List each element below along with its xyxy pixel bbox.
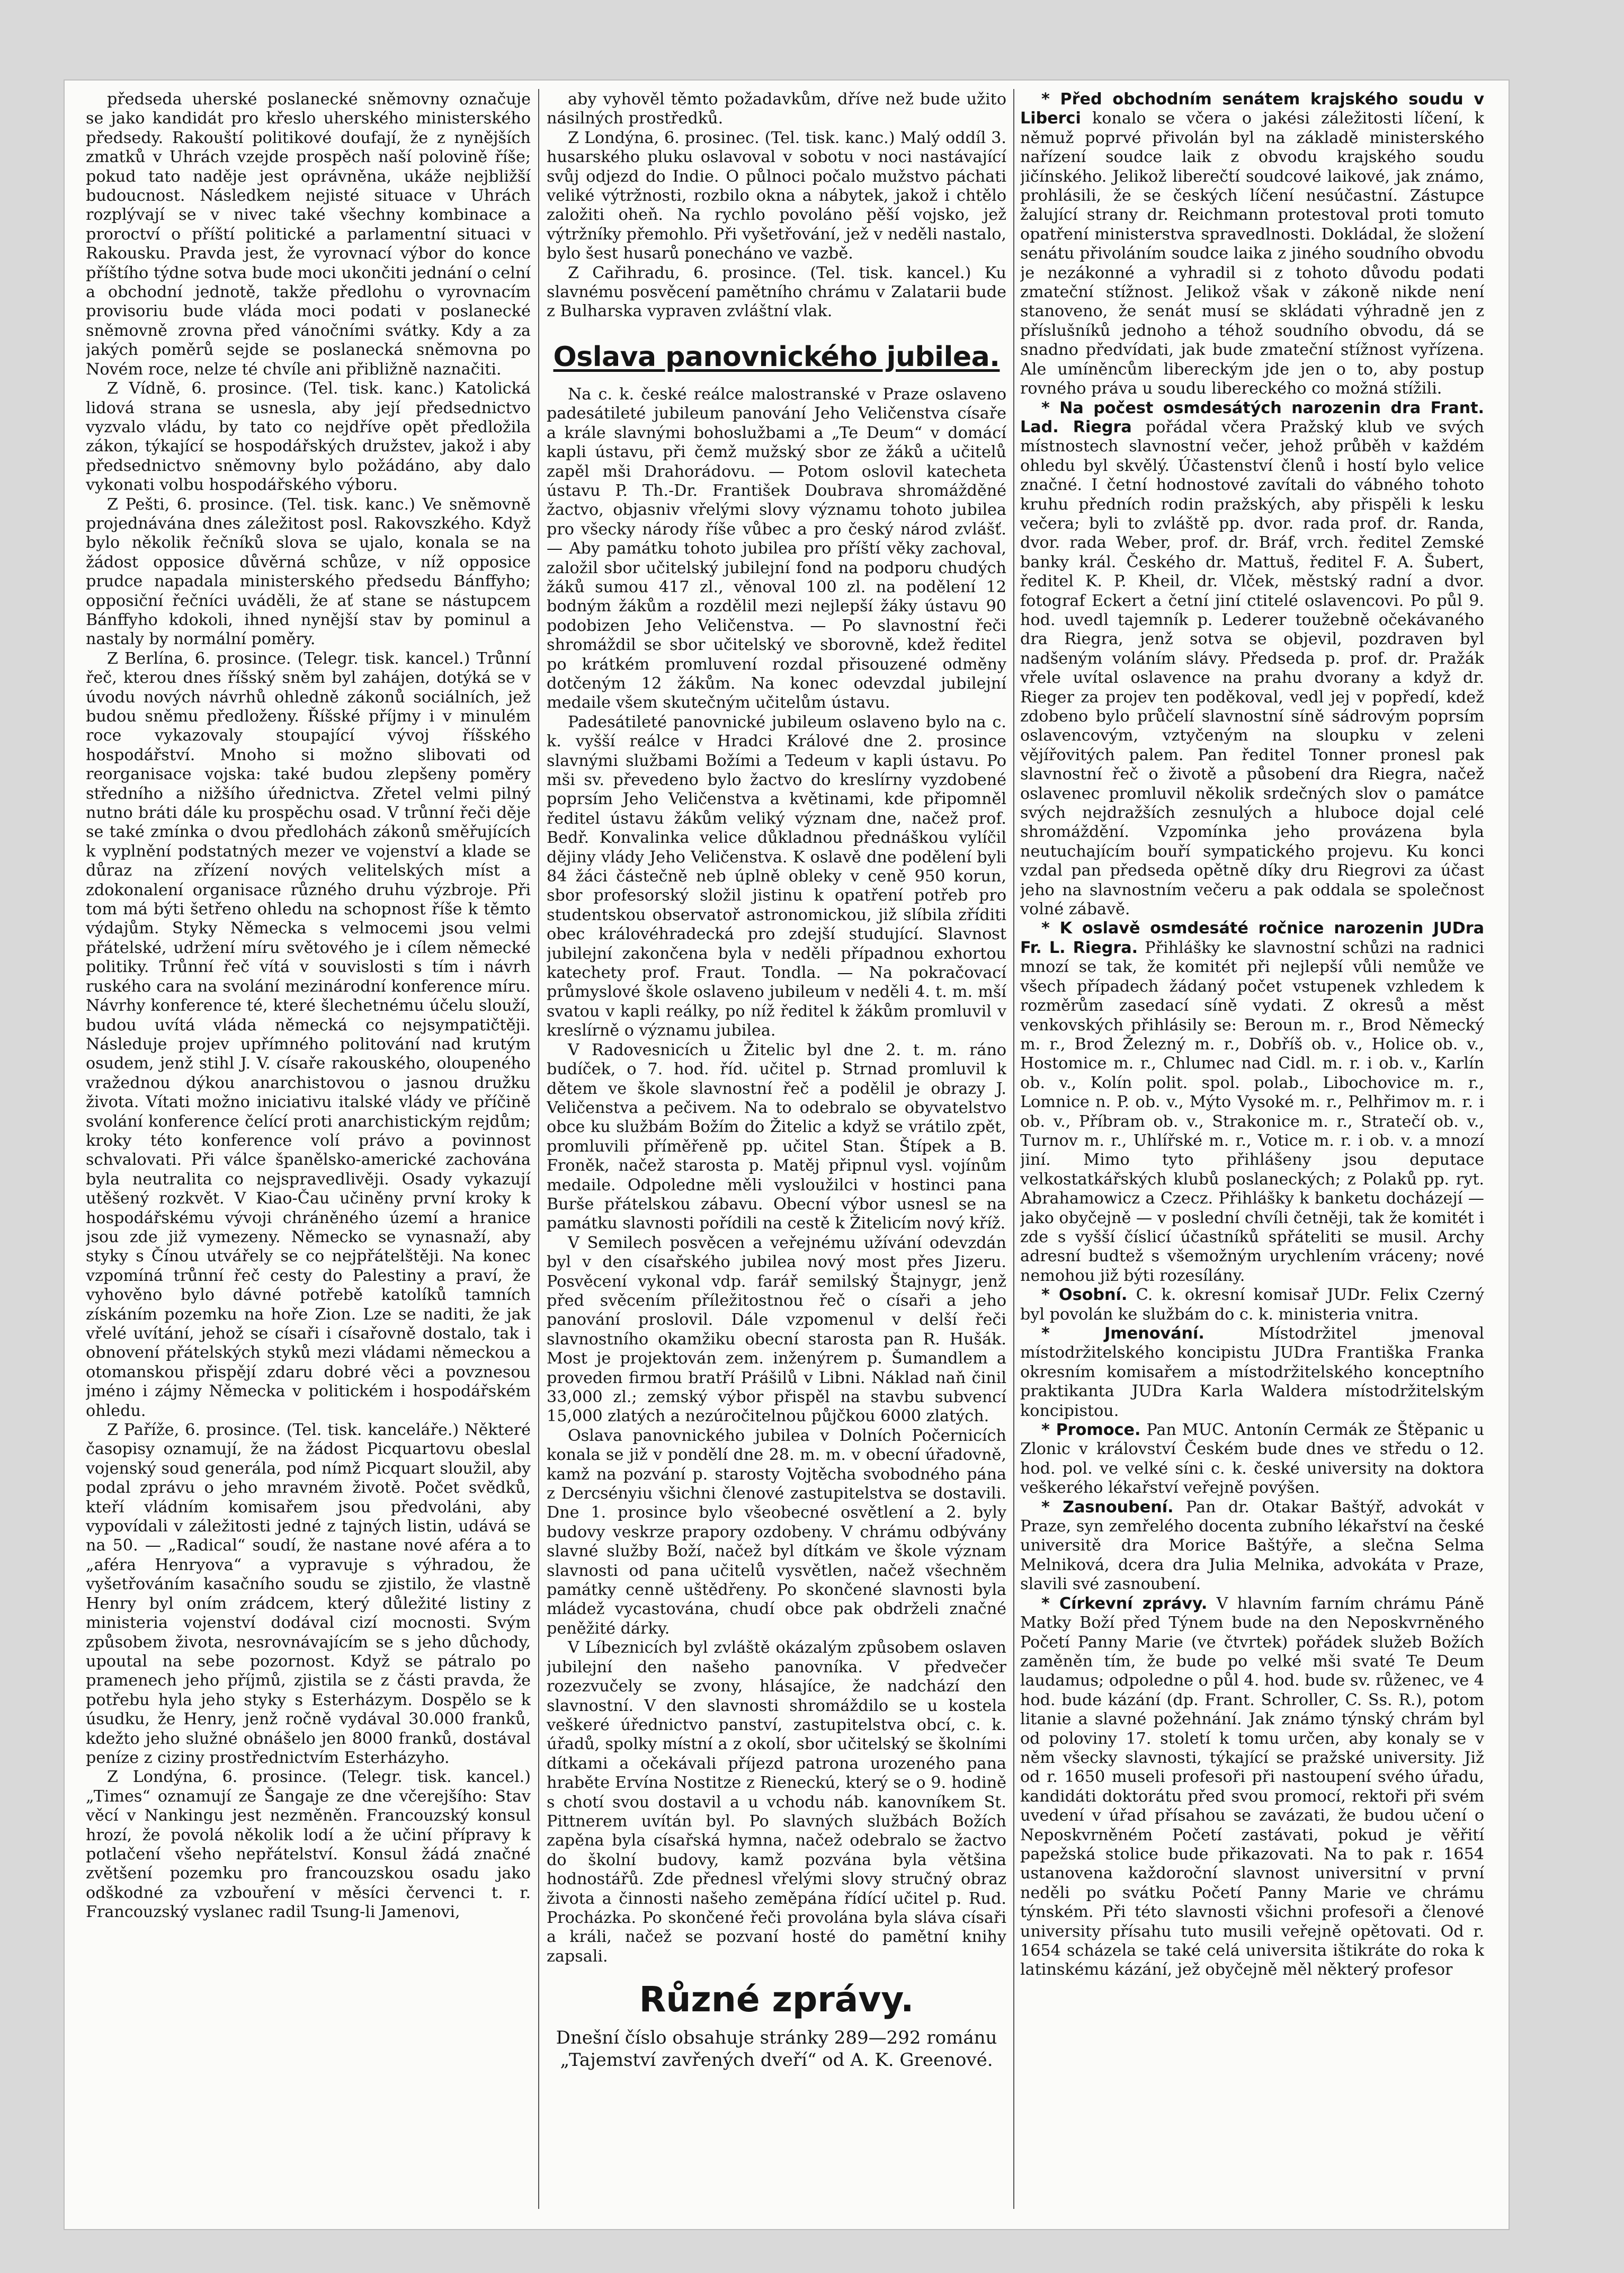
- news-item-text: Pan dr. Otakar Baštýř, advokát v Praze, syn zemřelého docenta zubního lékařství na české universitě dra Morice Baštýře, a slečna Selma Melniková, dcera dra Julia Melnika, advokáta v Praze, slavili své zasnoubení.: [1020, 1497, 1484, 1594]
- paragraph: V Semilech posvěcen a veřejnému užívání odevzdán byl v den císařského jubilea nový most přes Jizeru. Posvěcení vykonal vdp. farář semilský Štajnygr, jenž před svěcením příležitostnou řeč o císaři a jeho panování proslovil. Dále vzpomenul v delší řeči slavnostního okamžiku obecní starosta pan R. Hušák. Most je projektován zem. inženýrem p. Šumandlem a proveden firmou bratří Prášilů v Libni. Náklad naň činil 33,000 zl.; zemský výbor přispěl na stavbu subvencí 15,000 zlatých a nezúročitelnou půjčkou 6000 zlatých.: [547, 1233, 1006, 1426]
- paragraph: V Líbeznicích byl zvláště okázalým způsobem oslaven jubilejní den našeho panovníka. V předvečer rozezvučely se zvony, hlásajíce, že nadchází den slavnostní. V den slavnosti shromáždilo se u kostela veškeré úřednictvo panství, zastupitelstva obcí, c. k. úřadů, spolky místní a z okolí, sbor učitelský se školními dítkami a očekávali příjezd patrona urozeného pana hraběte Ervína Nostitze z Rieneckú, který se o 9. hodině s chotí svou dostavil a u vchodu náb. kanovníkem St. Pittnerem uvítán byl. Po slavných službách Božích zapěna byla císařská hymna, načež odebralo se žactvo do školní budovy, kamž pozvána byla většina hodnostářů. Zde přednesl vřelými slovy stručný obraz života a činnosti našeho zeměpána řídící učitel p. Rud. Procházka. Po skončené řeči provolána byla sláva císaři a králi, načež se pozvaní hosté do pamětní knihy zapsali.: [547, 1638, 1006, 1966]
- news-item-text: konalo se včera o jakési záležitosti líčení, k němuž poprvé přivolán byl na základě ministerského nařízení soudce laik z obvodu krajského soudu jičínského. Jelikož liberečtí soudcové laikové, jak známo, prohlásili, že se českých líčení nesúčastní. Zástupce žalující strany dr. Reichmann protestoval proti tomuto opatření ministerstva spravedlnosti. Dokládal, že složení senátu přivoláním soudce laika z jiného soudního obvodu je nezákonné a vyhradil si z tohoto důvodu podati zmateční stížnost. Jelikož však v zákoně nikde není stanoveno, že senát musí se skládati výhradně jen z příslušníků jednoho a téhož soudního obvodu, dá se snadno předvídati, jak bude zmateční stížnost vyřízena. Ale umíněncům libereckým jde jen o to, aby postup rovného práva u soudu libereckého co možná stížili.: [1020, 109, 1484, 398]
- news-item-lead: * Promoce.: [1041, 1421, 1141, 1440]
- news-item: [1020, 919, 1484, 1286]
- news-item-lead: * Osobní.: [1041, 1286, 1128, 1305]
- middle-column: [547, 90, 1006, 2214]
- paragraph: V Radovesnicích u Žitelic byl dne 2. t. m. ráno budíček, o 7. hod. říd. učitel p. Strnad promluvil k dětem ve škole slavnostní řeč a podělil je obrazy J. Veličenstva a pečivem. Na to odebralo se obyvatelstvo obce ku službám Božím do Žitelic a když se vrátilo zpět, promluvili příměřeně pp. učitel Stan. Štípek a B. Froněk, načež starosta p. Matěj připnul vysl. vojínům medaile. Odpoledne měli vysloužilci v hostinci pana Burše přátelskou zábavu. Obecní výbor usnesl se na památku slavnosti pořídili na cestě k Žitelicím nový kříž.: [547, 1040, 1006, 1233]
- paragraph: aby vyhověl těmto požadavkům, dříve než bude užito násilných prostředků.: [547, 90, 1006, 128]
- section-heading-news: Různé zprávy.: [639, 1979, 914, 2020]
- paragraph: Z Londýna, 6. prosince. (Telegr. tisk. kancel.) „Times“ oznamují ze Šangaje ze dne včerejšího: Stav věcí v Nankingu jest nezměněn. Francouzský konsul hrozí, že povolá několik lodí a že učiní přípravy k potlačení všeho nepřátelství. Konsul žádá značné zvětšení pozemku pro francouzskou osadu jako odškodné za vzbouření v měsíci červenci t. r. Francouzský vyslanec radil Tsung-li Jamenovi,: [86, 1768, 531, 1922]
- supplement-note: Dnešní číslo obsahuje stránky 289—292 románu „Tajemství zavřených dveří“ od A. K. Greenové.: [556, 2027, 997, 2071]
- news-item: [1020, 1286, 1484, 1324]
- paragraph: Oslava panovnického jubilea v Dolních Počernicích konala se již v pondělí dne 28. m. m. v obecní úřadovně, kamž na pozvání p. starosty Vojtěcha svobodného pána z Dercsényiu všichni členové zastupitelstva se dostavili. Dne 1. prosince bylo všeobecné osvětlení a 2. byly budovy veskrze prapory ozdobeny. V chrámu odbývány slavné služby Boží, načež byl dítkám ve škole význam slavnosti od pana učitelů vysvětlen, načež všechněm památky cenně uštědřeny. Po skončené slavnosti byla mládež vycastována, chudí obce pak obdrželi značné peněžité dárky.: [547, 1426, 1006, 1638]
- news-item-text: Přihlášky ke slavnostní schůzi na radnici mnozí se tak, že komitét při nejlepší vůli nemůže ve všech případech žádaný počet vstupenek vzhledem k rozměrům zasedací síně vydati. Z okresů a měst venkovských přihlásily se: Beroun m. r., Brod Německý m. r., Brod Železný m. r., Dobříš ob. v., Holice ob. v., Hostomice m. r., Chlumec nad Cidl. m. r. i ob. v., Karlín ob. v., Kolín polit. spol. polab., Libochovice m. r., Lomnice n. P. ob. v., Mýto Vysoké m. r., Pelhřimov m. r. i ob. v., Příbram ob. v., Strakonice m. r., Stratečí ob. v., Turnov m. r., Uhlířské m. r., Votice m. r. i ob. v. a mnozí jiní. Mimo tyto přihlášeny jsou deputace velkostatkářských klubů poslaneckých; z Polaků pp. ryt. Abrahamowicz a Czecz. Přihlášky k banketu docházejí — jako obyčejně — v poslední chvíli četněji, tak že komitét i zde s vyšší číslicí účastníků spřáteliti se musil. Archy adresní budtež s všemožným urychlením vráceny; nové nemohou již býti rozesílány.: [1020, 938, 1484, 1285]
- news-item-text: Místodržitel jmenoval místodržitelského koncipistu JUDra Františka Franka okresním komisařem a místodržitelského konceptního praktikanta JUDra Karla Waldera místodržitelským koncipistou.: [1020, 1324, 1484, 1420]
- news-item: [1020, 399, 1484, 920]
- paragraph: Z Paříže, 6. prosince. (Tel. tisk. kanceláře.) Některé časopisy oznamují, že na žádost Picquartovu obeslal vojenský soud generála, pod nímž Picquart sloužil, aby podal zprávu o jeho mravném životě. Počet svědků, kteří vládním komisařem jsou předvoláni, aby vypovídali v záležitosti jedné z tajných listin, udává se na 50. — „Radical“ soudí, že nastane nové aféra a to „aféra Henryova“ a vypravuje s výhradou, že vyšetřováním kasačního soudu se zjistilo, že vlastně Henry byl oním zrádcem, který důležité listiny z ministeria vojenství dodával cizí mocnosti. Svým způsobem života, nesrovnávajícím se s jeho důchody, upoutal na sebe pozornost. Když se pátralo po pramenech jeho příjmů, zjistila se z části pravda, že potřebu hyla jeho styky s Esterházym. Dospělo se k úsudku, že Henry, jenž ročně vydával 30.000 franků, kdežto jeho služné obnášelo jen 8000 franků, dostával peníze z ciziny prostřednictvím Esterházyho.: [86, 1421, 531, 1767]
- paragraph: Z Vídně, 6. prosince. (Tel. tisk. kanc.) Katolická lidová strana se usnesla, aby její předsednictvo vyzvalo vládu, by tato co nejdříve opět předložila zákon, týkající se hospodářských družstev, jakož i aby předsednictvo sněmovny bylo požádáno, aby dalo vykonati volbu hospodářského výboru.: [86, 379, 531, 495]
- left-column: [86, 90, 531, 2214]
- section-heading-jubilee: Oslava panovnického jubilea.: [553, 341, 1000, 373]
- news-item-lead: * Jmenování.: [1041, 1324, 1204, 1343]
- paragraph: Z Pešti, 6. prosince. (Tel. tisk. kanc.) Ve sněmovně projednávána dnes záležitost posl. Rakovszkého. Když bylo několik řečníků slova se ujalo, konala se na žádost opposice důvěrná schůze, v níž opposice prudce napadala ministerského předsedu Bánffyho; opposiční řečníci uváděli, že ať stane se nástupcem Bánffyho kdokoli, ihned nynější stav by pominul a nastaly by normální poměry.: [86, 495, 531, 649]
- paragraph: Z Londýna, 6. prosinec. (Tel. tisk. kanc.) Malý oddíl 3. husarského pluku oslavoval v sobotu v noci nastávající svůj odjezd do Indie. O půlnoci počalo mužstvo páchati veliké výtržnosti, rozbilo okna a nábytek, jakož i chtělo založiti oheň. Na rychlo povoláno pěší vojsko, jež výtržníky přemohlo. Při vyšetřování, jež v neděli nastalo, bylo šest husarů ponecháno ve vazbě.: [547, 128, 1006, 263]
- news-item-text: C. k. okresní komisař JUDr. Felix Czerný byl povolán ke službám do c. k. ministeria vnitra.: [1020, 1286, 1484, 1324]
- news-item: [1020, 90, 1484, 399]
- newspaper-page: [64, 79, 1510, 2230]
- news-item-lead: * Zasnoubení.: [1041, 1497, 1174, 1517]
- news-item: [1020, 1498, 1484, 1594]
- paragraph: Na c. k. české reálce malostranské v Praze oslaveno padesátileté jubileum panování Jeho Veličenstva císaře a krále slavnými bohoslužbami a „Te Deum“ v domácí kapli ústavu, při čemž mužský sbor ze žáků a učitelů zapěl mši Drahorádovu. — Potom oslovil katecheta ústavu P. Th.-Dr. František Doubrava shromážděné žactvo, objasniv vřelými slovy významu tohoto jubilea pro všecky národy říše vůbec a pro český národ zvlášť. — Aby památku tohoto jubilea pro příští věky zachoval, založil sbor učitelský jubilejní fond na podporu chudých žáků sumou 417 zl., věnoval 100 zl. na podělení 12 bodným žákům a rozdělil mezi nejlepší žáky ústavu 90 podobizen Jeho Veličenstva. — Po slavnostní řeči shromáždil se sbor učitelský ve sborovně, kdež ředitel po krátkém promluvení rozdal přisouzené odměny dotčeným 12 žákům. Na konec odevzdal jubilejní medaile všem skutečným učitelům ústavu.: [547, 385, 1006, 712]
- news-item: [1020, 1594, 1484, 1980]
- news-item-text: V hlavním farním chrámu Páně Matky Boží před Týnem bude na den Neposkvrněného Početí Panny Marie (ve čtvrtek) pořádek služeb Božích zaměněn tím, že bude po velké mši svaté Te Deum laudamus; odpoledne o půl 4. hod. bude sv. růženec, ve 4 hod. bude kázání (dp. Frant. Schroller, C. Ss. R.), potom litanie a slavné požehnání. Jak známo týnský chrám byl od poloviny 17. století k tomu určen, aby konaly se v něm všecky slavnosti, týkající se pražské university. Již od r. 1650 museli profesoři při nastoupení svého úřadu, kandidáti doktorátu před svou promocí, rektoři při svém uvedení v úřad přísahou se zavázati, že budou učení o Neposkvrněném Početí zastávati, pokud je věřití papežská stolice bude přikazovati. Na to pak r. 1654 ustanovena každoroční slavnost universitní v první neděli po svátku Početí Panny Marie ve chrámu týnském. Při této slavnosti všichni profesoři a členové university přísahu tuto musili veřejně opětovati. Od r. 1654 scházela se také celá universita ištikráte do roka k latinskému kázání, jež obyčejně měl některý profesor: [1020, 1594, 1484, 1980]
- right-column: [1020, 90, 1484, 2214]
- news-item-text: pořádal včera Pražský klub ve svých místnostech slavnostní večer, jehož průběh v každém ohledu byl skvělý. Účastenství členů i hostí bylo velice značné. I četní hodnostové zavítali do vábného tohoto kruhu předních rodin pražských, aby přispěli k lesku večera; byli to zvláště pp. dvor. rada prof. dr. Randa, dvor. rada Weber, prof. dr. Bráf, vrch. ředitel Zemské banky král. Českého dr. Mattuš, ředitel F. A. Šubert, ředitel K. P. Kheil, dr. Vlček, městský radní a dvor. fotograf Eckert a četní jiní ctitelé oslavencovi. Po půl 9. hod. uvedl tajemník p. Lederer toužebně očekávaného dra Riegra, jenž sotva se objevil, pozdraven byl nadšeným voláním slávy. Předseda p. prof. dr. Pražák vřele uvítal oslavence na prahu dvorany a když dr. Rieger za projev ten poděkoval, vedl jej v popředí, kdež zdobeno bylo průčelí slavnostní síně sádrovým poprsím oslavencovým, vztyčeným na sloupku v zeleni vějířovitých palem. Pan ředitel Tonner pronesl pak slavnostní řeč o životě a působení dra Riegra, načež oslavenec promluvil několik srdečných slov o památce svých nejdražších zesnulých a hluboce dojal celé shromáždění. Vzpomínka jeho provázena byla neutuchajícím bouří sympatického projevu. Ku konci vzdal pan předseda opětně díky dru Riegrovi za účast jeho na slavnostním večeru a pak oddala se společnost volné zábavě.: [1020, 417, 1484, 919]
- news-item-lead: * Před obchodním senátem krajského soudu v Liberci: [1020, 90, 1484, 128]
- news-item-lead: * Církevní zprávy.: [1041, 1594, 1208, 1613]
- paragraph: Z Berlína, 6. prosince. (Telegr. tisk. kancel.) Trůnní řeč, kterou dnes říšský sněm byl zahájen, dotýká se v úvodu nových návrhů ohledně zákonů sociálních, jež budou sněmu předloženy. Říšské příjmy i v minulém roce vykazovaly stoupající vývoj říšského hospodářství. Mnoho si možno slibovati od reorganisace vojska: také budou zlepšeny poměry středního a nižšího úřednictva. Zřetel velmi pilný nutno bráti dále ku prospěchu osad. V trůnní řeči děje se také zmínka o dvou předlohách zákonů směřujících k vyplnění podstatných mezer ve vojenství a klade se důraz na zřízení nových velitelských míst a zdokonalení organisace různého druhu výzbroje. Při tom má býti šetřeno ohledu na schopnost říše k těmto výdajům. Styky Německa s velmocemi jsou velmi přátelské, udržení míru světového je i cílem německé politiky. Trůnní řeč vítá v souvislosti s tím i návrh ruského cara na svolání mezinárodní konference míru. Návrhy konference té, které šlechetnému účelu slouží, budou uvítá vláda německá co nejsympatičtěji. Následuje projev upřímného politování nad krutým osudem, jenž stihl J. V. císaře rakouského, oloupeného vražednou dýkou anarchistovou o jasnou družku života. Vítati možno iniciativu italské vlády ve příčině svolání konference čelící proti anarchistickým rejdům; kroky této konference volí právo a povinnost schvalovati. Při válce španělsko-americké zachována byla neutralita co nejspravedlivěji. Osady vykazují utěšený rozkvět. V Kiao-Čau učiněny první kroky k hospodářskému vývoji chráněného území a hranice jsou zde již vymezeny. Německo se vynasnaží, aby styky s Čínou utvářely se co nejpřátelštěji. Na konec vzpomíná trůnní řeč cesty do Palestiny a praví, že vyhověno bylo dávné potřebě katolíků tamních získáním pozemku na hoře Zion. Lze se naditi, že jak vřelé uvítání, jehož se císaři i císařovně dostalo, tak i obnovení přátelských styků mezi vládami německou a otomanskou přispějí zdaru dobré věci a povznesou jméno i zájmy Německa v politickém i hospodářském ohledu.: [86, 649, 531, 1420]
- news-item-lead: * Na počest osmdesátých narozenin dra Frant. Lad. Riegra: [1020, 398, 1484, 436]
- paragraph: Padesátileté panovnické jubileum oslaveno bylo na c. k. vyšší reálce v Hradci Králové dne 2. prosince slavnými službami Božími a Tedeum v kapli ústavu. Po mši sv. převedeno bylo žactvo do kreslírny vyzdobené poprsím Jeho Veličenstva a květinami, kde připomněl ředitel ústavu žákům veliký význam dne, načež prof. Bedř. Konvalinka velice důkladnou přednáškou vylíčil dějiny vlády Jeho Veličenstva. K oslavě dne podělení byli 84 žáci částečně neb úplně obleky v ceně 950 korun, sbor profesorský složil jistinu k opatření potřeb pro studentskou observatoř astronomickou, již slíbila zříditi obec královéhradecká pro zdejší studující. Slavnost jubilejní zakončena byla v neděli případnou exhortou katechety prof. Fraut. Tondla. — Na pokračovací průmyslové škole oslaveno jubileum v neděli 4. t. m. mší svatou v kapli reálky, po níž ředitel k žákům promluvil v kreslírně o významu jubilea.: [547, 712, 1006, 1040]
- paragraph: předseda uherské poslanecké sněmovny označuje se jako kandidát pro křeslo uherského ministerského předsedy. Rakouští politikové doufají, že z nynějších zmatků v Uhrách vzejde prospěch naší polovině říše; pokud tato naděje jest oprávněna, ukáže nejbližší budoucnost. Následkem nejisté situace v Uhrách rozplývají se v nivec také všechny kombinace a proroctví o příští politické a parlamentní situaci v Rakousku. Pravda jest, že vyrovnací výbor do konce příštího týdne sotva bude moci ukončiti jednání o celní a obchodní jednotě, takže předlohu o vyrovnacím provisoriu bude vláda moci podati v poslanecké sněmovně zrovna před vánočními svátky. Kdy a za jakých poměrů sejde se poslanecká sněmovna po Novém roce, nelze té chvíle ani přibližně naznačiti.: [86, 90, 531, 379]
- news-item: [1020, 1324, 1484, 1421]
- column-rule: [538, 89, 539, 2209]
- news-item-lead: * K oslavě osmdesáté ročnice narozenin JUDra Fr. L. Riegra.: [1020, 919, 1484, 957]
- news-item-text: Pan MUC. Antonín Cermák ze Štěpanic u Zlonic v království Českém bude dnes ve středu o 12. hod. pol. ve velké síni c. k. české university na doktora veškerého lékařství veřejně povýšen.: [1020, 1421, 1484, 1497]
- news-item: [1020, 1421, 1484, 1498]
- paragraph: Z Cařihradu, 6. prosince. (Tel. tisk. kancel.) Ku slavnému posvěcení pamětního chrámu v Zalatarii bude z Bulharska vypraven zvláštní vlak.: [547, 263, 1006, 321]
- column-rule: [1013, 89, 1014, 2209]
